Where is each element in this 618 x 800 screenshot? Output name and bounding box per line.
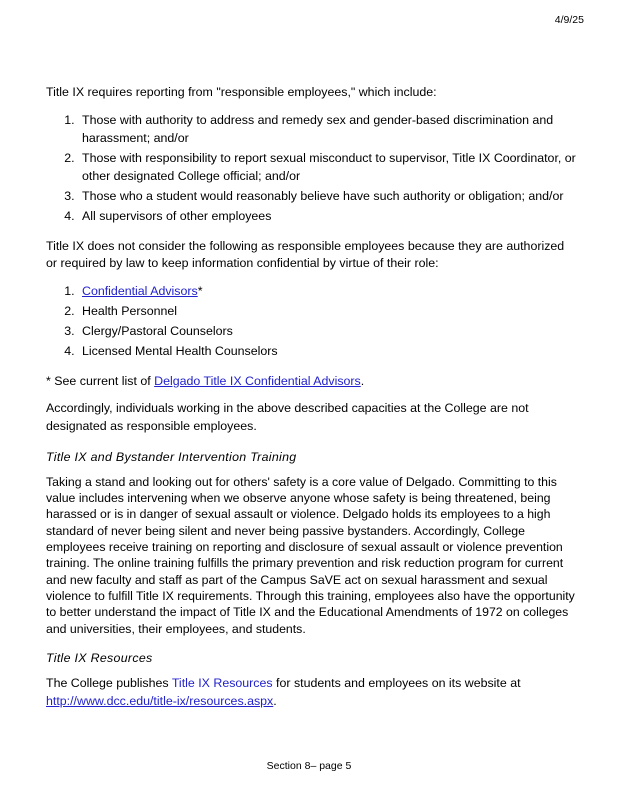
list-item: 3. Those who a student would reasonably believe have such authority or obligation; and/or [78, 188, 576, 206]
document-content [46, 84, 576, 720]
footnote-paragraph [46, 373, 576, 391]
asterisk-mark: * [197, 283, 203, 298]
accordingly-paragraph: Accordingly, individuals working in the above described capacities at the College are not designated as responsible employees. [46, 401, 529, 433]
resources-middle: for students and employees on its website at [272, 675, 521, 690]
document-date: 4/9/25 [554, 14, 584, 26]
section-heading-bystander: Title IX and Bystander Intervention Training [46, 449, 297, 464]
resources-prefix: The College publishes [46, 675, 172, 690]
bystander-body-paragraph: Taking a stand and looking out for others' safety is a core value of Delgado. Committing to this value includes intervening when we observe anyone whose safety is being threatened, being harassed or is in danger of sexual assault or violence. Delgado holds its employees to a high standard of never being silent and never being passive bystanders. Accordingly, College employees receive training on reporting and disclosure of sexual assault or violence prevention training. The online training fulfills the primary prevention and risk reduction program for current and new faculty and staff as part of the Campus SaVE act on sexual harassment and sexual violence to fulfill Title IX requirements. Through this training, employees also have the opportunity to better understand the impact of Title IX and the Educational Amendments of 1972 on colleges and universities, their employees, and students. [46, 474, 575, 636]
resources-suffix: . [273, 693, 277, 708]
list-item: 2. Those with responsibility to report sexual misconduct to supervisor, Title IX Coordinator, or other designated College official; and/or [78, 150, 576, 186]
delgado-confidential-advisors-link[interactable]: Delgado Title IX Confidential Advisors [154, 373, 361, 388]
title-ix-resources-text[interactable]: Title IX Resources [171, 675, 273, 690]
confidential-advisors-link[interactable]: Confidential Advisors [82, 283, 198, 298]
resources-paragraph [46, 675, 576, 710]
confidential-roles-list [46, 283, 576, 361]
list-item: 3. Clergy/Pastoral Counselors [78, 323, 576, 341]
list-item: 4. Licensed Mental Health Counselors [78, 343, 576, 361]
list-item [78, 283, 576, 301]
list-item: 4. All supervisors of other employees [78, 208, 576, 226]
list-item: 1. Those with authority to address and remedy sex and gender-based discrimination and harassment; and/or [78, 112, 576, 148]
page-footer: Section 8– page 5 [266, 760, 352, 772]
footnote-prefix: * See current list of [46, 373, 155, 388]
intro-paragraph: Title IX requires reporting from "responsible employees," which include: [46, 85, 437, 99]
exclusion-intro-paragraph: Title IX does not consider the following as responsible employees because they are authorized or required by law to keep information confidential by virtue of their role: [46, 238, 565, 271]
footnote-suffix: . [360, 373, 365, 388]
section-heading-resources: Title IX Resources [46, 650, 153, 665]
responsible-employees-list [46, 112, 576, 226]
resources-url-link[interactable]: http://www.dcc.edu/title-ix/resources.aspx [46, 693, 274, 708]
list-item: 2. Health Personnel [78, 303, 576, 321]
